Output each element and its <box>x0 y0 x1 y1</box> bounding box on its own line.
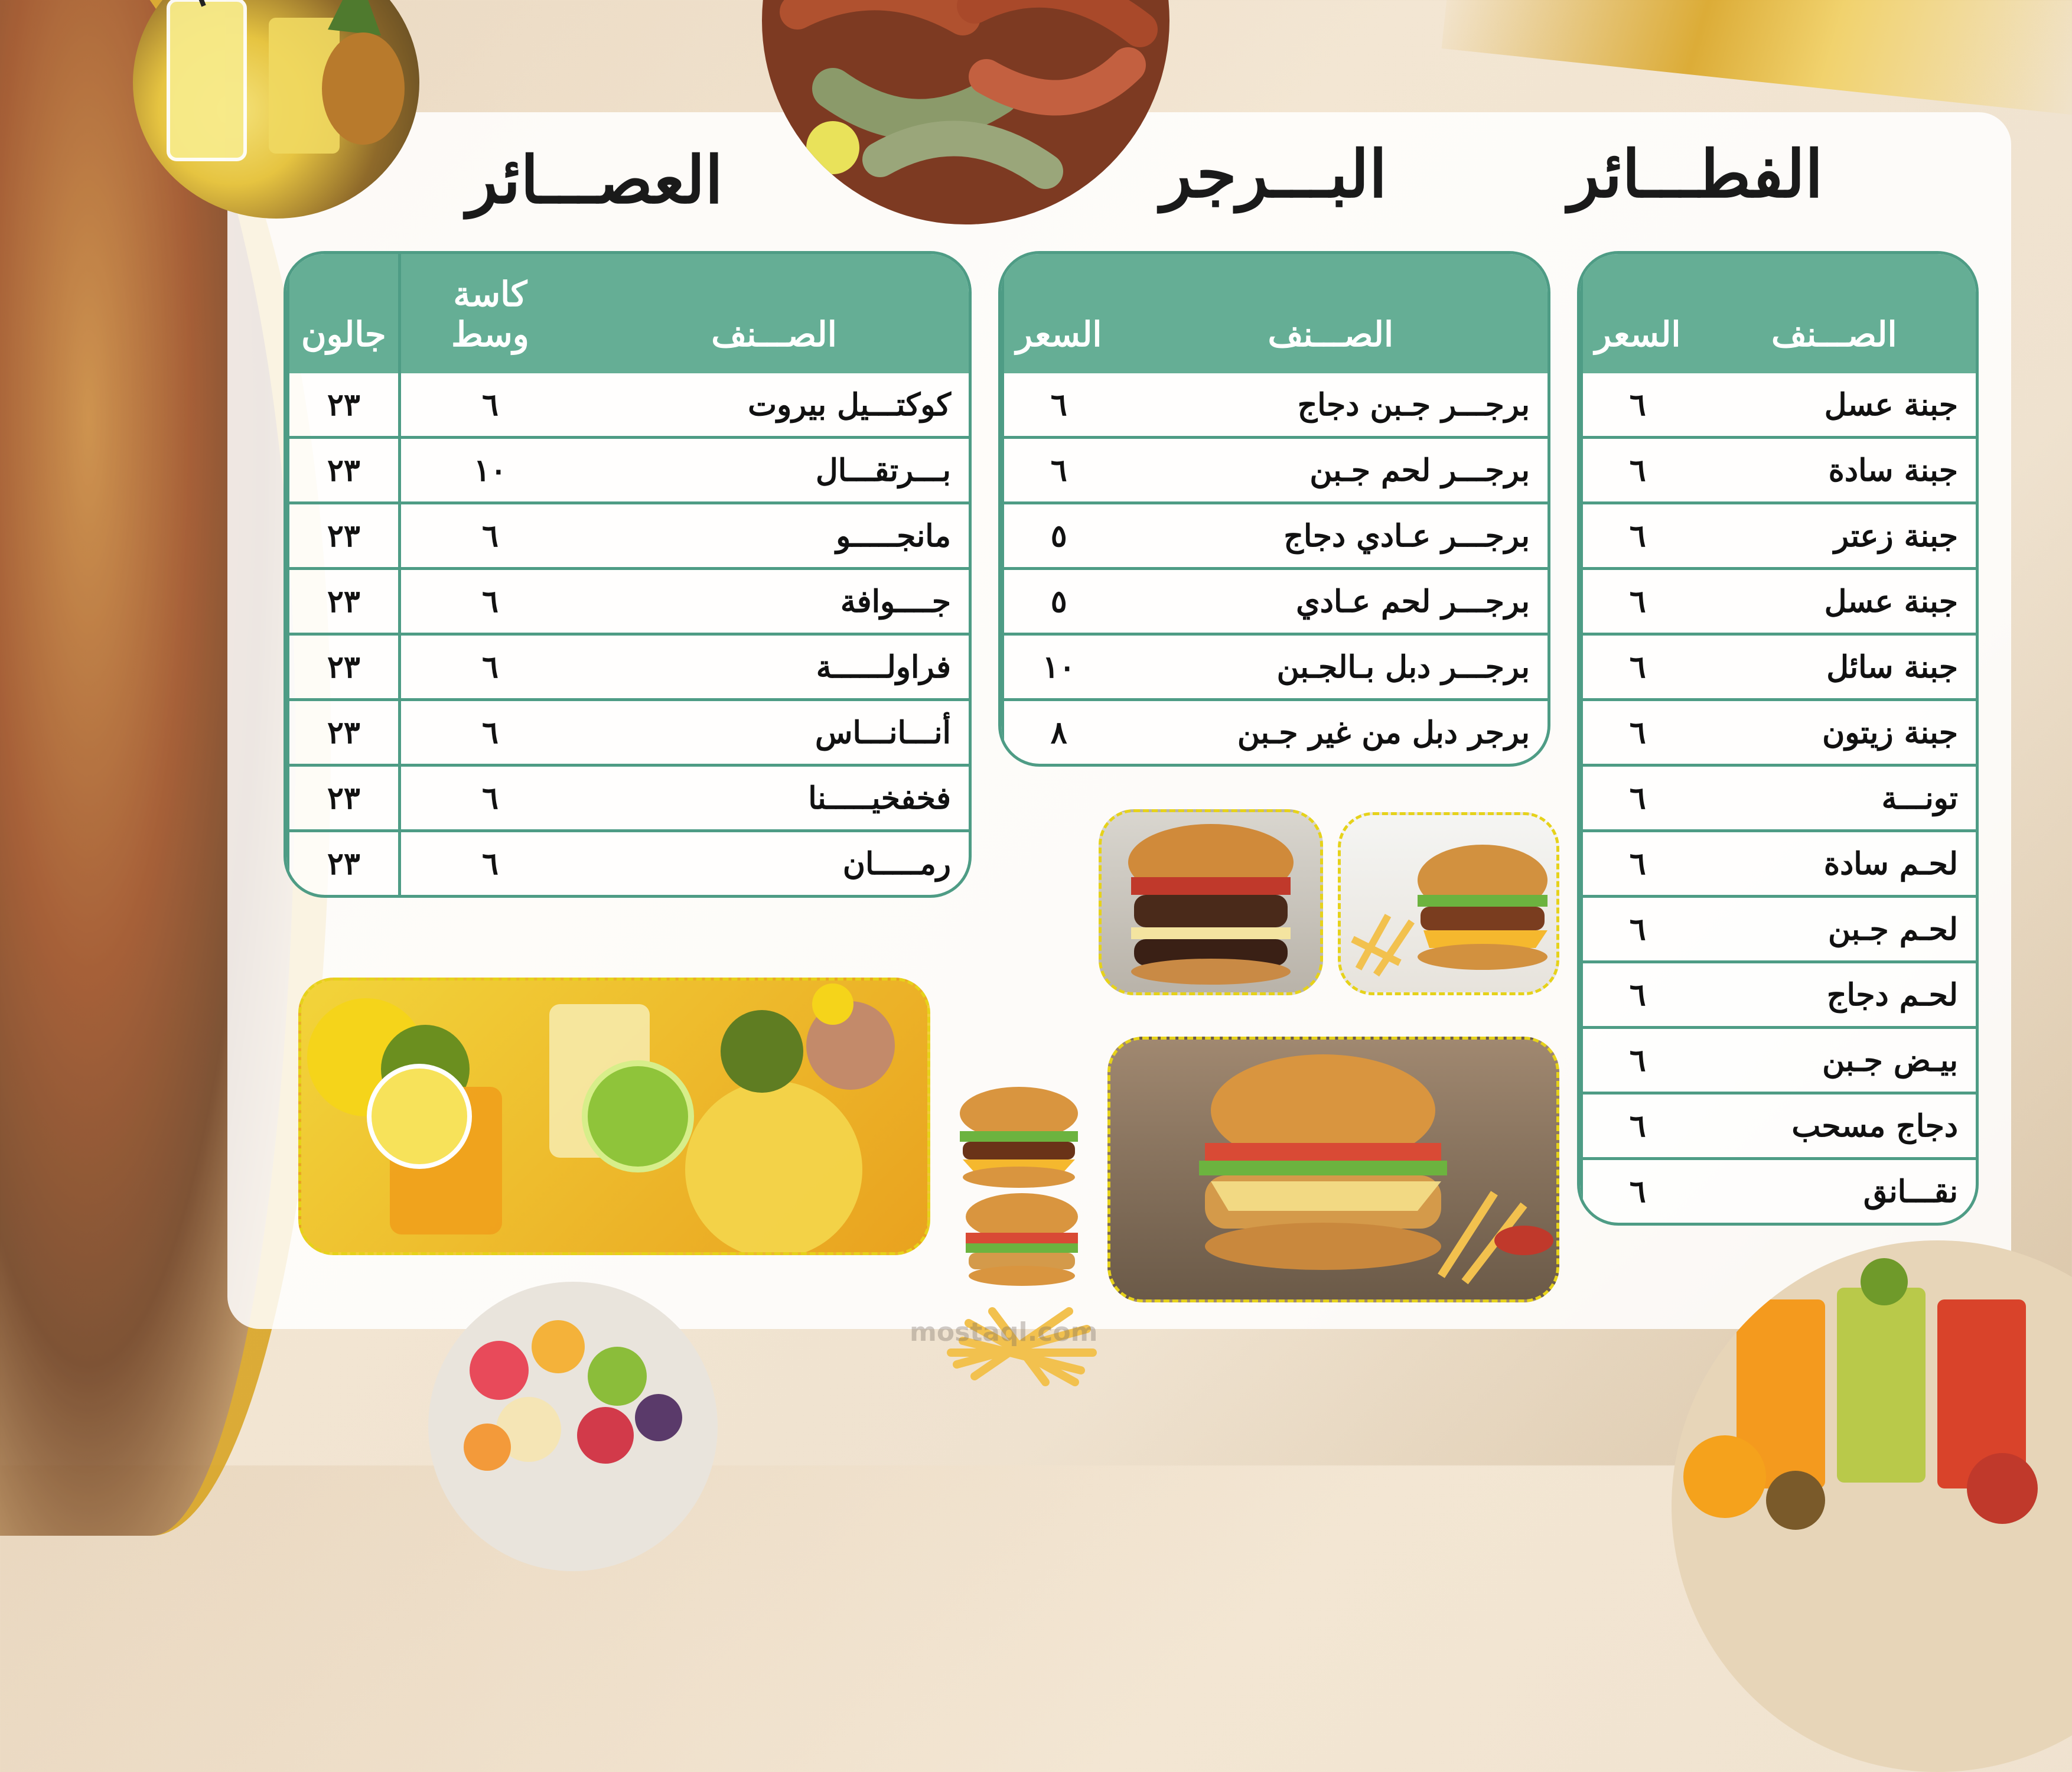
pies-item: جبنة سادة <box>1693 439 1976 504</box>
juices-item: مانجـــــو <box>579 504 969 570</box>
juices-row <box>286 373 969 439</box>
juices-row <box>286 504 969 570</box>
juices-gallon: ٢٣ <box>286 636 398 701</box>
pies-row <box>1580 504 1976 570</box>
juices-row <box>286 636 969 701</box>
fruit-salad-photo <box>428 1282 718 1571</box>
pies-item: جبنة عسل <box>1693 373 1976 439</box>
burger-price: ٦ <box>1001 439 1114 504</box>
pies-price: ٦ <box>1580 701 1693 767</box>
pies-header-price: السعر <box>1580 254 1693 373</box>
burger-price: ٥ <box>1001 570 1114 636</box>
pies-item: جبنة زيتون <box>1693 701 1976 767</box>
gold-accent-stripe <box>1442 0 2072 116</box>
pies-row <box>1580 832 1976 898</box>
burger-row <box>1001 373 1548 439</box>
pies-row <box>1580 439 1976 504</box>
pies-item: دجاج مسحب <box>1693 1095 1976 1160</box>
pies-title: الفطـــائر <box>1568 136 1823 212</box>
juices-cup: ٦ <box>398 832 579 895</box>
pies-item: نقـــانق <box>1863 1173 1958 1210</box>
burger-price: ٥ <box>1001 504 1114 570</box>
pies-item: بيـض جـبن <box>1693 1029 1976 1095</box>
pies-price: ٦ <box>1580 898 1693 963</box>
juices-table <box>284 251 972 898</box>
juices-cup: ٦ <box>398 570 579 636</box>
pies-item: لحـم سادة <box>1693 832 1976 898</box>
pies-row <box>1580 636 1976 701</box>
juices-cup: ٦ <box>398 701 579 767</box>
pies-row <box>1580 767 1976 832</box>
juices-item: فخفخيـــــنا <box>579 767 969 832</box>
burger-row <box>1001 570 1548 636</box>
burger-header-item: الصـــنف <box>1114 254 1548 373</box>
juices-row <box>286 439 969 504</box>
juices-header-cup: كاسة وسط <box>398 254 579 373</box>
pies-price: ٦ <box>1580 767 1693 832</box>
juices-item: رمـــــان <box>842 845 951 882</box>
pies-price: ٦ <box>1580 373 1693 439</box>
pies-price: ٦ <box>1580 570 1693 636</box>
juices-row <box>286 701 969 767</box>
pies-row <box>1580 1029 1976 1095</box>
pies-price: ٦ <box>1580 963 1693 1029</box>
burger-price: ١٠ <box>1001 636 1114 701</box>
burger-row <box>1001 439 1548 504</box>
pies-row <box>1580 373 1976 439</box>
pies-row <box>1580 701 1976 767</box>
pies-item: لحـم جـبن <box>1693 898 1976 963</box>
juices-item: فراولــــــة <box>579 636 969 701</box>
mini-burger-2 <box>951 1190 1093 1288</box>
burger-header-price: السعر <box>1001 254 1114 373</box>
juices-header-gallon: جالون <box>286 254 398 373</box>
pies-table <box>1577 251 1979 1226</box>
juices-gallon: ٢٣ <box>286 767 398 832</box>
juices-cup: ٦ <box>398 636 579 701</box>
burger-item: برجـــر جـبن دجاج <box>1114 373 1548 439</box>
pies-row <box>1580 570 1976 636</box>
mini-burger-1 <box>945 1084 1093 1190</box>
watermark: mostaql.com <box>910 1317 1098 1347</box>
pies-row <box>1580 963 1976 1029</box>
pies-item: جبنة سائل <box>1693 636 1976 701</box>
burger-row <box>1001 701 1548 764</box>
juices-gallon: ٢٣ <box>286 832 398 895</box>
pies-header-item: الصـــنف <box>1693 254 1976 373</box>
juices-gallon: ٢٣ <box>286 439 398 504</box>
juices-item: جــــوافة <box>579 570 969 636</box>
juices-row <box>286 570 969 636</box>
burger-double-photo <box>1099 809 1323 995</box>
burger-item: برجـــر عـادي دجاج <box>1114 504 1548 570</box>
pies-price: ٦ <box>1580 439 1693 504</box>
burger-item: برجر دبل من غير جـبن <box>1237 714 1530 751</box>
pies-price: ٦ <box>1580 1095 1693 1160</box>
pies-price: ٦ <box>1580 832 1693 898</box>
burger-item: برجـــر دبل بـالجـبن <box>1114 636 1548 701</box>
burger-fries-photo <box>1338 812 1559 995</box>
burger-item: برجـــر لحم جـبن <box>1114 439 1548 504</box>
juices-cup: ٦ <box>398 373 579 439</box>
juices-gallon: ٢٣ <box>286 570 398 636</box>
pies-row <box>1580 898 1976 963</box>
burger-table <box>998 251 1550 767</box>
juices-item: كوكتـــيل بيروت <box>579 373 969 439</box>
juices-item: بـــرتقـــال <box>579 439 969 504</box>
burger-row <box>1001 504 1548 570</box>
juices-cup: ١٠ <box>398 439 579 504</box>
juices-row <box>286 767 969 832</box>
burger-row <box>1001 636 1548 701</box>
pies-row <box>1580 1160 1976 1223</box>
pies-price: ٦ <box>1580 504 1693 570</box>
juices-gallon: ٢٣ <box>286 504 398 570</box>
pies-item: لحـم دجاج <box>1693 963 1976 1029</box>
juices-item: أنـــانـــاس <box>579 701 969 767</box>
juices-header-item: الصـــنف <box>579 254 969 373</box>
juices-gallon: ٢٣ <box>286 373 398 439</box>
juices-gallon: ٢٣ <box>286 701 398 767</box>
pies-item: جبنة زعتر <box>1693 504 1976 570</box>
juices-title: العصـــائر <box>467 142 724 218</box>
burger-title: البـــرجر <box>1161 136 1387 212</box>
juices-row <box>286 832 969 895</box>
juices-cup: ٦ <box>398 504 579 570</box>
pies-row <box>1580 1095 1976 1160</box>
juices-cup: ٦ <box>398 767 579 832</box>
fruit-juice-photo <box>298 978 930 1255</box>
burger-item: برجـــر لحم عـادي <box>1114 570 1548 636</box>
chicken-burger-photo <box>1107 1037 1559 1302</box>
pies-item: جبنة عسل <box>1693 570 1976 636</box>
pies-price: ٦ <box>1580 1160 1693 1223</box>
burger-price: ٦ <box>1001 373 1114 439</box>
pies-item: تونـــة <box>1693 767 1976 832</box>
pies-price: ٦ <box>1580 636 1693 701</box>
pies-price: ٦ <box>1580 1029 1693 1095</box>
burger-price: ٨ <box>1001 701 1114 764</box>
